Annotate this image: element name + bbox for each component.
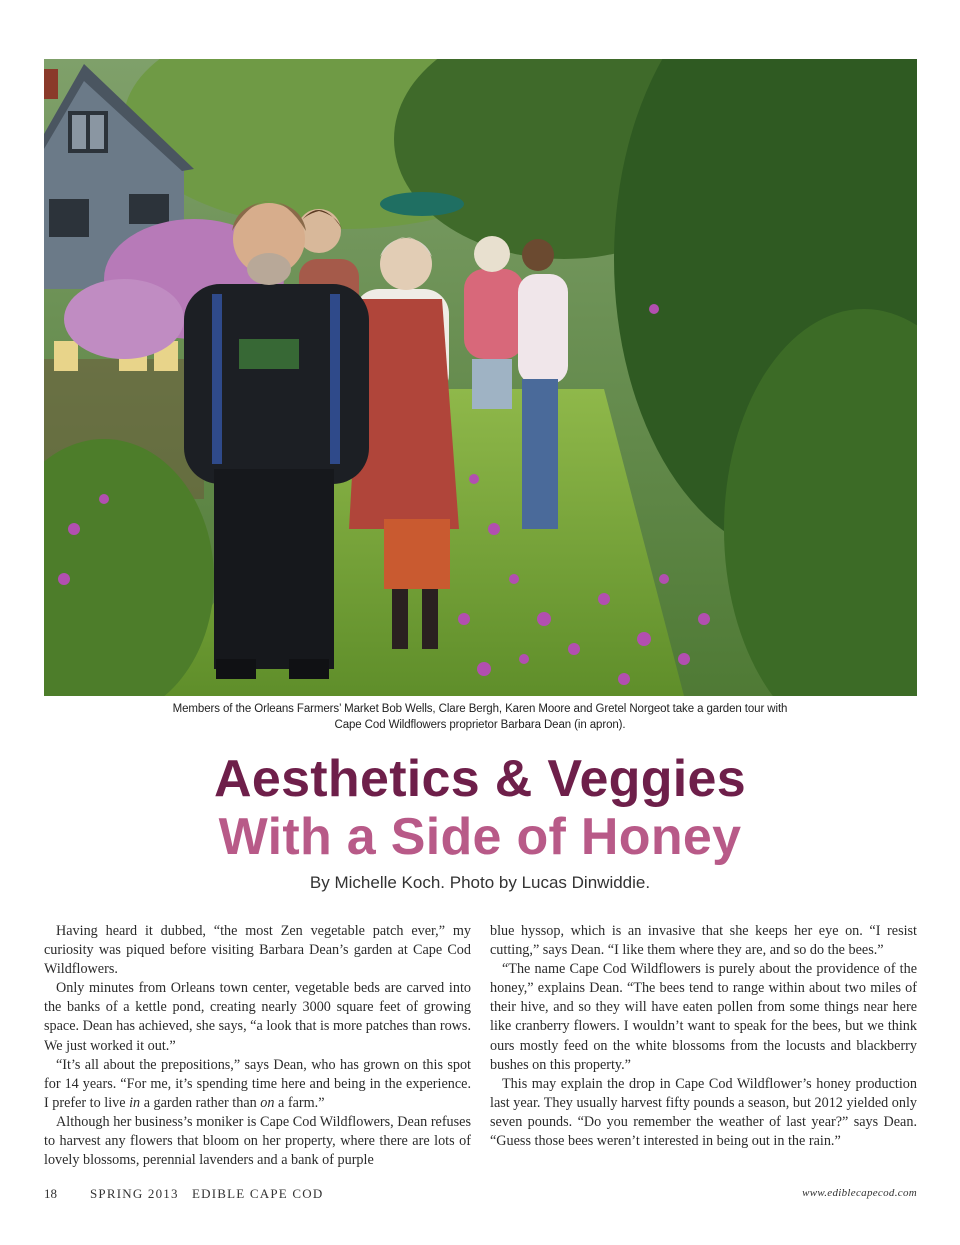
body-paragraph: “The name Cape Cod Wildflowers is purely about the providence of the honey,” explains Dean. “The bees tend to range within about two miles of their hive, and so they will have eaten pollen from some things near here like cranberry flowers. I wouldn’t want to speak for the bees, but we think ours mostly feed on the white blossoms from the locusts and blackberry bushes on this property.” bbox=[490, 961, 917, 1073]
body-paragraph: Although her business’s moniker is Cape Cod Wildflowers, Dean refuses to harvest any flowers that bloom on her property, where there are lots of lovely blossoms, perennial lavenders and a bank of purple bbox=[44, 1113, 471, 1169]
article-title bbox=[0, 750, 960, 866]
body-paragraph: Only minutes from Orleans town center, vegetable beds are carved into the banks of a kettle pond, creating nearly 3000 square feet of growing space. Dean has achieved, she says, “a look that is more patches than rows. We just worked it out.” bbox=[44, 980, 471, 1054]
title-line-2: With a Side of Honey bbox=[218, 808, 742, 866]
body-text: a farm.” bbox=[274, 1094, 325, 1111]
body-text: a garden rather than bbox=[140, 1094, 261, 1111]
caption-line-1: Members of the Orleans Farmers’ Market Bob Wells, Clare Bergh, Karen Moore and Gretel Norgeot take a garden tour with bbox=[172, 703, 788, 715]
page-number: 18 bbox=[44, 1186, 57, 1201]
body-paragraph: This may explain the drop in Cape Cod Wildflower’s honey production last year. They usually harvest fifty pounds a season, but 2012 yielded only seven pounds. “Do you remember the weather of last year?” says Dean. “Guess those bees weren’t interested in being out in the rain.” bbox=[490, 1075, 917, 1150]
body-paragraph bbox=[44, 1056, 471, 1113]
byline: By Michelle Koch. Photo by Lucas Dinwiddie. bbox=[309, 873, 651, 892]
italic-in: in bbox=[129, 1094, 141, 1111]
caption-line-2: Cape Cod Wildflowers proprietor Barbara Dean (in apron). bbox=[334, 719, 626, 731]
body-paragraph: blue hyssop, which is an invasive that she keeps her eye on. “I resist cutting,” says Dean. “I like them where they are, and so do the bees.” bbox=[490, 923, 917, 959]
photo-caption bbox=[100, 701, 860, 733]
body-text: “It’s all about the prepositions,” says Dean, who has grown on this spot for 14 years. “For me, it’s spending time here and being in the experience. I prefer to live bbox=[44, 1056, 471, 1111]
article-column-left bbox=[44, 922, 471, 1170]
issue-label: SPRING 2013 EDIBLE CAPE COD bbox=[90, 1186, 324, 1201]
italic-on: on bbox=[260, 1094, 275, 1111]
article-column-right bbox=[490, 922, 917, 1151]
website-url: www.ediblecapecod.com bbox=[802, 1187, 917, 1199]
garden-photo bbox=[44, 59, 917, 696]
title-line-1: Aesthetics & Veggies bbox=[214, 750, 746, 808]
body-paragraph: Having heard it dubbed, “the most Zen vegetable patch ever,” my curiosity was piqued before visiting Barbara Dean’s garden at Cape Cod Wildflowers. bbox=[44, 923, 471, 978]
page-footer bbox=[44, 1186, 917, 1206]
